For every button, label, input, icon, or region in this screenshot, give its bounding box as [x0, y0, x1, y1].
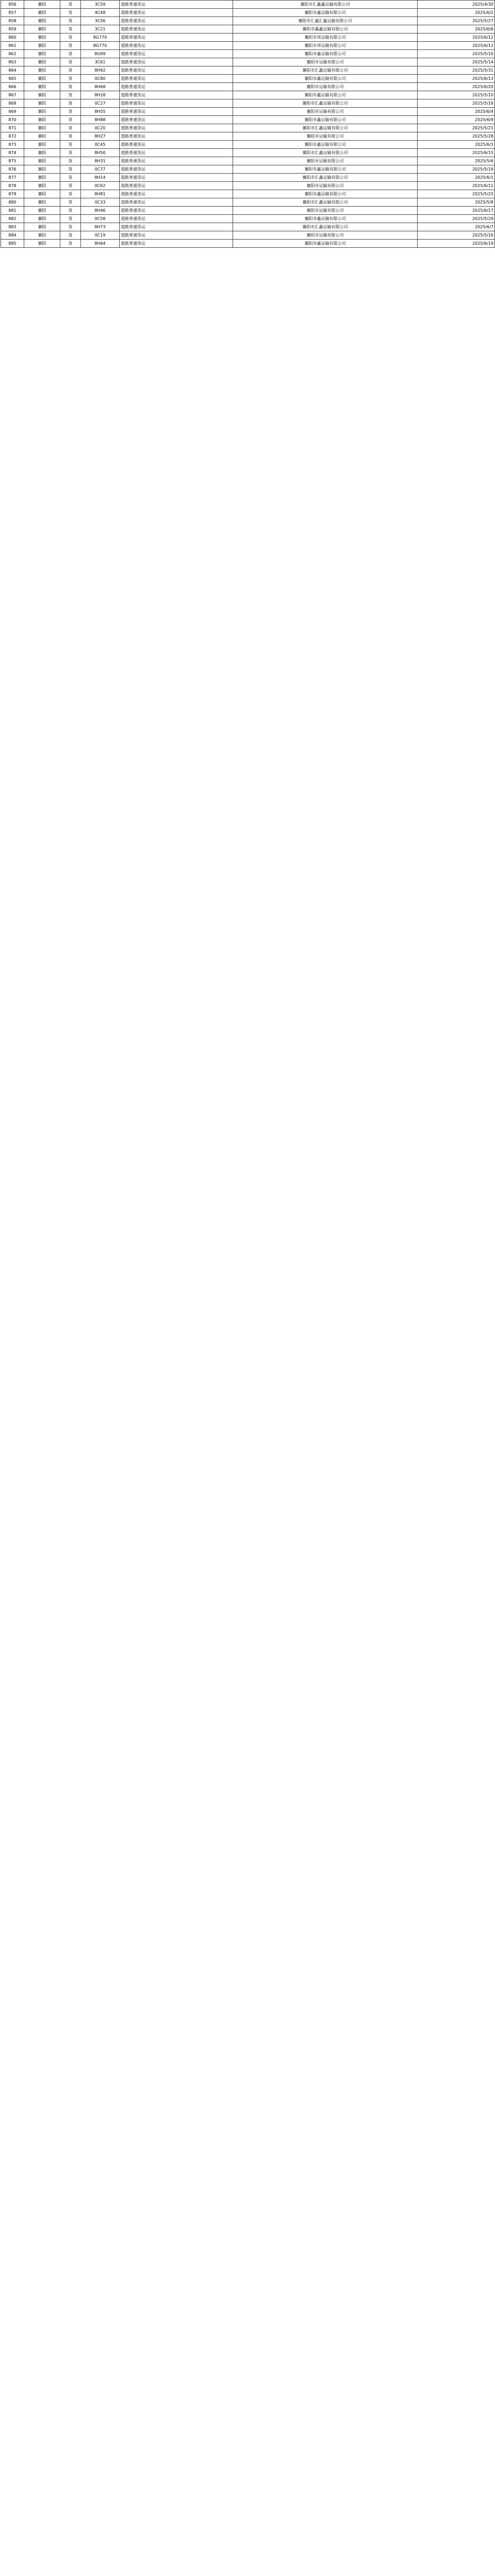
plate-number-cell: 8H18: [81, 91, 120, 99]
plate-number-cell: 8H92: [81, 66, 120, 75]
business-scope-cell: 道路普通货运: [120, 75, 233, 83]
table-row: [1, 198, 495, 207]
row-number-cell: 883: [1, 223, 24, 231]
company-name-cell: 襄阳市鑫运输有限公司: [233, 190, 418, 198]
region-cell: 襄阳: [24, 174, 60, 182]
vehicle-type-cell: 货: [60, 25, 81, 33]
company-name-cell: 襄阳市汇鑫汇鑫运输有限公司: [233, 17, 418, 25]
row-number-cell: 871: [1, 124, 24, 132]
vehicle-type-cell: 货: [60, 132, 81, 141]
plate-number-cell: 0C19: [81, 231, 120, 240]
company-name-cell: 襄阳市鑫运输有限公司: [233, 240, 418, 248]
row-number-cell: 868: [1, 99, 24, 108]
business-scope-cell: 道路普通货运: [120, 83, 233, 91]
table-row: [1, 231, 495, 240]
table-row: [1, 91, 495, 99]
company-name-cell: 襄阳市邦运输有限公司: [233, 42, 418, 50]
row-number-cell: 856: [1, 1, 24, 9]
business-scope-cell: 道路普通货运: [120, 174, 233, 182]
row-number-cell: 884: [1, 231, 24, 240]
business-scope-cell: 道路普通货运: [120, 108, 233, 116]
plate-number-cell: 3C61: [81, 58, 120, 66]
row-number-cell: 862: [1, 50, 24, 58]
row-number-cell: 867: [1, 91, 24, 99]
date-cell: 2025/6/9: [418, 116, 495, 124]
row-number-cell: 879: [1, 190, 24, 198]
vehicle-type-cell: 货: [60, 42, 81, 50]
date-cell: 2025/5/29: [418, 215, 495, 223]
plate-number-cell: 0C45: [81, 141, 120, 149]
row-number-cell: 861: [1, 42, 24, 50]
plate-number-cell: 8H50: [81, 149, 120, 157]
plate-number-cell: 8H88: [81, 116, 120, 124]
region-cell: 襄阳: [24, 215, 60, 223]
vehicle-type-cell: 货: [60, 83, 81, 91]
region-cell: 襄阳: [24, 108, 60, 116]
row-number-cell: 872: [1, 132, 24, 141]
company-name-cell: 襄阳市鑫运输有限公司: [233, 165, 418, 174]
company-name-cell: 襄阳市运输有限公司: [233, 58, 418, 66]
business-scope-cell: 道路普通货运: [120, 198, 233, 207]
date-cell: 2025/4/30: [418, 1, 495, 9]
business-scope-cell: 道路普通货运: [120, 66, 233, 75]
business-scope-cell: 道路普通货运: [120, 132, 233, 141]
plate-number-cell: 4C48: [81, 9, 120, 17]
business-scope-cell: 道路普通货运: [120, 231, 233, 240]
business-scope-cell: 道路普通货运: [120, 91, 233, 99]
date-cell: 2025/5/25: [418, 190, 495, 198]
row-number-cell: 882: [1, 215, 24, 223]
table-row: [1, 124, 495, 132]
company-name-cell: 襄阳市汇鑫运输有限公司: [233, 223, 418, 231]
table-row: [1, 9, 495, 17]
company-name-cell: 襄阳市运输有限公司: [233, 231, 418, 240]
vehicle-type-cell: 货: [60, 33, 81, 42]
vehicle-type-cell: 货: [60, 223, 81, 231]
table-row: [1, 50, 495, 58]
business-scope-cell: 道路普通货运: [120, 1, 233, 9]
plate-number-cell: 0C58: [81, 215, 120, 223]
row-number-cell: 857: [1, 9, 24, 17]
business-scope-cell: 道路普通货运: [120, 215, 233, 223]
table-row: [1, 132, 495, 141]
table-row: [1, 190, 495, 198]
vehicle-type-cell: 货: [60, 58, 81, 66]
date-cell: 2025/5/19: [418, 165, 495, 174]
region-cell: 襄阳: [24, 198, 60, 207]
table-row: [1, 157, 495, 165]
business-scope-cell: 道路普通货运: [120, 33, 233, 42]
row-number-cell: 880: [1, 198, 24, 207]
region-cell: 襄阳: [24, 223, 60, 231]
date-cell: 2025/5/8: [418, 198, 495, 207]
vehicle-type-cell: 货: [60, 75, 81, 83]
business-scope-cell: 道路普通货运: [120, 42, 233, 50]
vehicle-type-cell: 货: [60, 207, 81, 215]
region-cell: 襄阳: [24, 182, 60, 190]
plate-number-cell: 3C59: [81, 1, 120, 9]
region-cell: 襄阳: [24, 17, 60, 25]
date-cell: 2025/5/10: [418, 50, 495, 58]
region-cell: 襄阳: [24, 91, 60, 99]
vehicle-type-cell: 货: [60, 50, 81, 58]
region-cell: 襄阳: [24, 1, 60, 9]
table-row: [1, 1, 495, 9]
row-number-cell: 860: [1, 33, 24, 42]
row-number-cell: 881: [1, 207, 24, 215]
region-cell: 襄阳: [24, 190, 60, 198]
vehicle-type-cell: 货: [60, 231, 81, 240]
date-cell: 2025/6/15: [418, 149, 495, 157]
table-row: [1, 116, 495, 124]
region-cell: 襄阳: [24, 50, 60, 58]
row-number-cell: 875: [1, 157, 24, 165]
region-cell: 襄阳: [24, 231, 60, 240]
plate-number-cell: 0C62: [81, 182, 120, 190]
business-scope-cell: 道路普通货运: [120, 99, 233, 108]
date-cell: 2025/6/6: [418, 25, 495, 33]
date-cell: 2025/5/28: [418, 132, 495, 141]
region-cell: 襄阳: [24, 99, 60, 108]
company-name-cell: 襄阳市汇鑫运输有限公司: [233, 66, 418, 75]
business-scope-cell: 道路普通货运: [120, 182, 233, 190]
table-row: [1, 165, 495, 174]
vehicle-type-cell: 货: [60, 1, 81, 9]
region-cell: 襄阳: [24, 25, 60, 33]
row-number-cell: 869: [1, 108, 24, 116]
business-scope-cell: 道路普通货运: [120, 17, 233, 25]
row-number-cell: 878: [1, 182, 24, 190]
plate-number-cell: 0C33: [81, 198, 120, 207]
company-name-cell: 襄阳市汇鑫运输有限公司: [233, 198, 418, 207]
company-name-cell: 襄阳市鑫运输有限公司: [233, 91, 418, 99]
vehicle-type-cell: 货: [60, 108, 81, 116]
date-cell: 2025/6/3: [418, 141, 495, 149]
company-name-cell: 襄阳市鑫运输有限公司: [233, 141, 418, 149]
region-cell: 襄阳: [24, 75, 60, 83]
plate-number-cell: 0C80: [81, 75, 120, 83]
company-name-cell: 襄阳市鑫鑫运输有限公司: [233, 25, 418, 33]
vehicle-type-cell: 货: [60, 182, 81, 190]
plate-number-cell: 8H73: [81, 223, 120, 231]
company-name-cell: 襄阳市运输有限公司: [233, 108, 418, 116]
plate-number-cell: 3C56: [81, 17, 120, 25]
company-name-cell: 襄阳市运输有限公司: [233, 132, 418, 141]
plate-number-cell: 8H31: [81, 157, 120, 165]
region-cell: 襄阳: [24, 165, 60, 174]
business-scope-cell: 道路普通货运: [120, 149, 233, 157]
table-row: [1, 99, 495, 108]
date-cell: 2025/5/6: [418, 157, 495, 165]
company-name-cell: 襄阳市鑫运输有限公司: [233, 116, 418, 124]
business-scope-cell: 道路普通货运: [120, 116, 233, 124]
date-cell: 2025/6/17: [418, 207, 495, 215]
plate-number-cell: 8H27: [81, 132, 120, 141]
row-number-cell: 864: [1, 66, 24, 75]
vehicle-type-cell: 货: [60, 165, 81, 174]
region-cell: 襄阳: [24, 141, 60, 149]
region-cell: 襄阳: [24, 42, 60, 50]
region-cell: 襄阳: [24, 149, 60, 157]
plate-number-cell: 3C21: [81, 25, 120, 33]
date-cell: 2025/5/31: [418, 66, 495, 75]
row-number-cell: 858: [1, 17, 24, 25]
business-scope-cell: 道路普通货运: [120, 165, 233, 174]
company-name-cell: 襄阳市运输有限公司: [233, 83, 418, 91]
region-cell: 襄阳: [24, 207, 60, 215]
plate-number-cell: 8H55: [81, 108, 120, 116]
company-name-cell: 襄阳市运输有限公司: [233, 157, 418, 165]
vehicle-type-cell: 货: [60, 124, 81, 132]
date-cell: 2025/5/21: [418, 124, 495, 132]
region-cell: 襄阳: [24, 33, 60, 42]
table-row: [1, 182, 495, 190]
date-cell: 2025/6/7: [418, 223, 495, 231]
table-row: [1, 58, 495, 66]
table-row: [1, 42, 495, 50]
business-scope-cell: 道路普通货运: [120, 223, 233, 231]
region-cell: 襄阳: [24, 132, 60, 141]
date-cell: 2025/6/11: [418, 182, 495, 190]
company-name-cell: 襄阳市鑫运输有限公司: [233, 75, 418, 83]
business-scope-cell: 道路普通货运: [120, 240, 233, 248]
plate-number-cell: 8H14: [81, 174, 120, 182]
table-row: [1, 66, 495, 75]
row-number-cell: 873: [1, 141, 24, 149]
vehicle-type-cell: 货: [60, 157, 81, 165]
plate-number-cell: 8H68: [81, 83, 120, 91]
vehicle-type-cell: 货: [60, 198, 81, 207]
date-cell: 2025/6/12: [418, 42, 495, 50]
vehicle-type-cell: 货: [60, 116, 81, 124]
company-name-cell: 襄阳市汇鑫运输有限公司: [233, 124, 418, 132]
table-row: [1, 141, 495, 149]
plate-number-cell: 0C27: [81, 99, 120, 108]
table-row: [1, 75, 495, 83]
business-scope-cell: 道路普通货运: [120, 50, 233, 58]
date-cell: 2025/5/10: [418, 91, 495, 99]
table-row: [1, 83, 495, 91]
row-number-cell: 859: [1, 25, 24, 33]
date-cell: 2025/6/13: [418, 75, 495, 83]
plate-number-cell: 8H46: [81, 207, 120, 215]
business-scope-cell: 道路普通货运: [120, 157, 233, 165]
vehicle-type-cell: 货: [60, 17, 81, 25]
date-cell: 2025/6/4: [418, 108, 495, 116]
company-name-cell: 襄阳市汇鑫运输有限公司: [233, 149, 418, 157]
date-cell: 2025/6/20: [418, 83, 495, 91]
vehicle-type-cell: 货: [60, 9, 81, 17]
company-name-cell: 襄阳市鑫运输有限公司: [233, 215, 418, 223]
business-scope-cell: 道路普通货运: [120, 124, 233, 132]
company-name-cell: 襄阳市汇鑫运输有限公司: [233, 174, 418, 182]
plate-number-cell: 8H64: [81, 240, 120, 248]
date-cell: 2025/5/14: [418, 58, 495, 66]
company-name-cell: 襄阳市鑫运输有限公司: [233, 50, 418, 58]
business-scope-cell: 道路普通货运: [120, 190, 233, 198]
region-cell: 襄阳: [24, 9, 60, 17]
vehicle-type-cell: 货: [60, 99, 81, 108]
vehicle-type-cell: 货: [60, 149, 81, 157]
company-name-cell: 襄阳市鑫运输有限公司: [233, 9, 418, 17]
region-cell: 襄阳: [24, 83, 60, 91]
region-cell: 襄阳: [24, 240, 60, 248]
business-scope-cell: 道路普通货运: [120, 207, 233, 215]
region-cell: 襄阳: [24, 66, 60, 75]
region-cell: 襄阳: [24, 157, 60, 165]
table-row: [1, 207, 495, 215]
company-name-cell: 襄阳市运输有限公司: [233, 182, 418, 190]
plate-number-cell: 0C77: [81, 165, 120, 174]
date-cell: 2025/6/12: [418, 33, 495, 42]
row-number-cell: 866: [1, 83, 24, 91]
company-name-cell: 襄阳市汇鑫运输有限公司: [233, 99, 418, 108]
date-cell: 2025/6/19: [418, 240, 495, 248]
business-scope-cell: 道路普通货运: [120, 9, 233, 17]
region-cell: 襄阳: [24, 124, 60, 132]
company-name-cell: 襄阳市运输有限公司: [233, 207, 418, 215]
row-number-cell: 863: [1, 58, 24, 66]
table-row: [1, 25, 495, 33]
row-number-cell: 865: [1, 75, 24, 83]
plate-number-cell: 8G99: [81, 50, 120, 58]
table-row: [1, 223, 495, 231]
company-name-cell: 襄阳市邦运输有限公司: [233, 33, 418, 42]
company-name-cell: 襄阳市汇鑫鑫运输有限公司: [233, 1, 418, 9]
region-cell: 襄阳: [24, 58, 60, 66]
plate-number-cell: 8G770: [81, 33, 120, 42]
table-row: [1, 33, 495, 42]
table-row: [1, 240, 495, 248]
row-number-cell: 885: [1, 240, 24, 248]
plate-number-cell: 0C20: [81, 124, 120, 132]
freight-vehicle-table: [1, 0, 495, 248]
vehicle-type-cell: 货: [60, 141, 81, 149]
region-cell: 襄阳: [24, 116, 60, 124]
row-number-cell: 876: [1, 165, 24, 174]
row-number-cell: 874: [1, 149, 24, 157]
table-row: [1, 108, 495, 116]
date-cell: 2025/5/18: [418, 99, 495, 108]
table-body: [1, 1, 495, 248]
vehicle-type-cell: 货: [60, 66, 81, 75]
row-number-cell: 870: [1, 116, 24, 124]
vehicle-type-cell: 货: [60, 190, 81, 198]
table-row: [1, 17, 495, 25]
business-scope-cell: 道路普通货运: [120, 141, 233, 149]
row-number-cell: 877: [1, 174, 24, 182]
date-cell: 2025/6/2: [418, 9, 495, 17]
date-cell: 2025/5/27: [418, 17, 495, 25]
business-scope-cell: 道路普通货运: [120, 25, 233, 33]
vehicle-type-cell: 货: [60, 174, 81, 182]
plate-number-cell: 8G770: [81, 42, 120, 50]
date-cell: 2025/6/1: [418, 174, 495, 182]
vehicle-type-cell: 货: [60, 240, 81, 248]
plate-number-cell: 8H81: [81, 190, 120, 198]
vehicle-type-cell: 货: [60, 91, 81, 99]
vehicle-type-cell: 货: [60, 215, 81, 223]
table-row: [1, 149, 495, 157]
table-row: [1, 174, 495, 182]
business-scope-cell: 道路普通货运: [120, 58, 233, 66]
date-cell: 2025/5/16: [418, 231, 495, 240]
table-row: [1, 215, 495, 223]
